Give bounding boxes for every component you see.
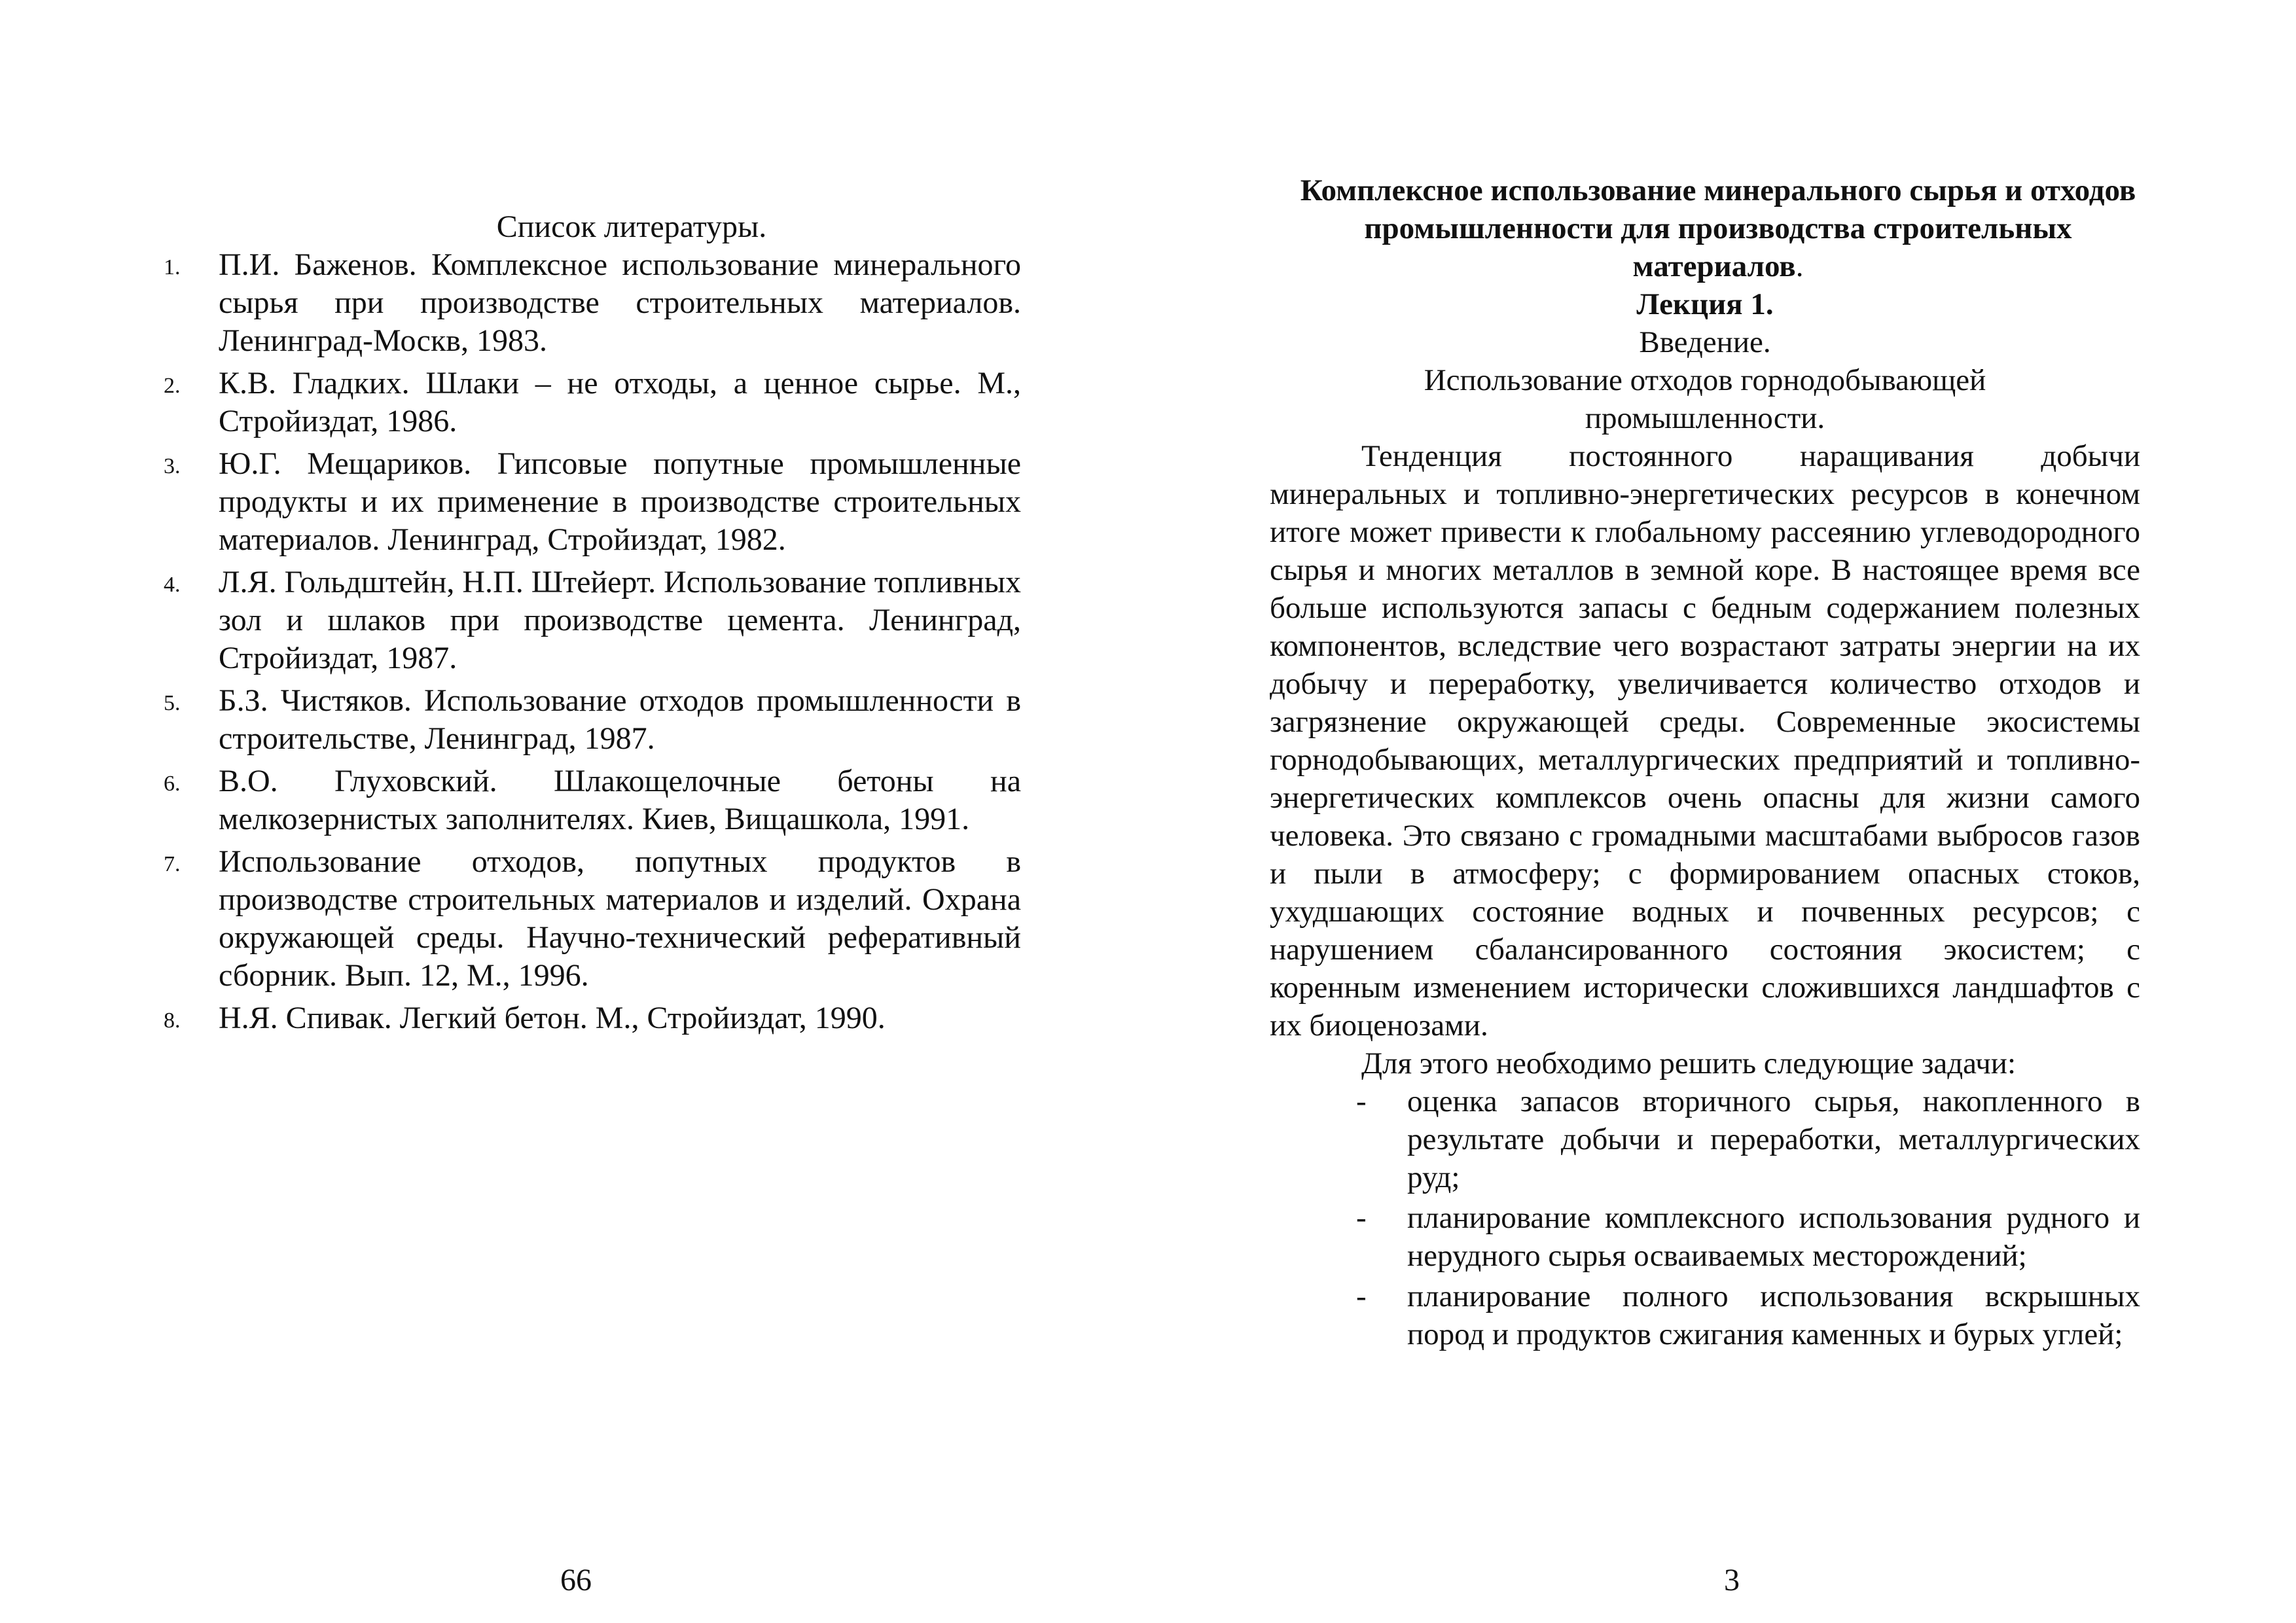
bibliography-item-number: 7. [164, 852, 181, 876]
bibliography-item-number: 1. [164, 255, 181, 279]
list-dash-marker: - [1356, 1201, 1367, 1235]
bibliography-item [164, 365, 1021, 440]
bibliography-list [164, 246, 1021, 1042]
lecture-course-heading [1296, 171, 2140, 285]
bibliography-title: Список литературы. [496, 209, 767, 244]
bibliography-item-number: 3. [164, 454, 181, 478]
task-list-item [1270, 1199, 2140, 1275]
task-list-item-text: планирование комплексного использования рудного и нерудного сырья осваиваемых месторождений; [1407, 1201, 2140, 1273]
body-paragraph: Тенденция постоянного наращивания добычи минеральных и топливно-энергетических ресурсов в конечном итоге может привести к глобальному рассеянию углеводородного сырья и многих металлов в земной коре. В настоящее время все больше используются запасы с бедным содержанием полезных компонентов, вследствие чего возрастают затраты энергии на их добычу и переработку, увеличивается количество отходов и загрязнение окружающей среды. Современные экосистемы горнодобывающих, металлургических предприятий и топливно-энергетических комплексов очень опасны для жизни самого человека. Это связано с громадными масштабами выбросов газов и пыли в атмосферу; с формированием опасных стоков, ухудшающих состояние водных и почвенных ресурсов; с нарушением сбалансированного состояния экосистем; с коренным изменением исторически сложившихся ландшафтов с их биоценозами. [1270, 439, 2140, 1043]
bibliography-item-number: 8. [164, 1008, 181, 1033]
lecture-body [1270, 437, 2140, 1356]
lecture-course-heading-text: Комплексное использование минерального сырья и отходов промышленности для производства строительных материалов [1300, 173, 2136, 283]
body-paragraph: Для этого необходимо решить следующие задачи: [1361, 1046, 2017, 1080]
page-number-left: 66 [560, 1563, 592, 1597]
bibliography-item [164, 563, 1021, 677]
bibliography-item [164, 682, 1021, 758]
list-dash-marker: - [1356, 1084, 1367, 1118]
bibliography-item-text: Ю.Г. Мещариков. Гипсовые попутные промышленные продукты и их применение в производстве строительных материалов. Ленинград, Стройиздат, 1982. [219, 446, 1021, 557]
task-list-item-text: оценка запасов вторичного сырья, накопленного в результате добычи и переработки, металлургических руд; [1407, 1084, 2140, 1194]
lecture-intro-title: Введение. [1639, 325, 1771, 359]
bibliography-item-text: Использование отходов, попутных продуктов в производстве строительных материалов и изделий. Охрана окружающей среды. Научно-технический реферативный сборник. Вып. 12, М., 1996. [219, 844, 1021, 993]
bibliography-item-text: Н.Я. Спивак. Легкий бетон. М., Стройиздат, 1990. [219, 1001, 886, 1035]
bibliography-item-text: Л.Я. Гольдштейн, Н.П. Штейерт. Использование топливных зол и шлаков при производстве цемента. Ленинград, Стройиздат, 1987. [219, 565, 1021, 675]
bibliography-item [164, 445, 1021, 559]
page-number-right: 3 [1724, 1563, 1740, 1597]
list-dash-marker: - [1356, 1279, 1367, 1313]
bibliography-item-number: 6. [164, 772, 181, 796]
bibliography-item [164, 762, 1021, 838]
bibliography-item [164, 246, 1021, 360]
right-page [1270, 0, 2140, 1623]
task-list-item-text: планирование полного использования вскрышных пород и продуктов сжигания каменных и бурых углей; [1407, 1279, 2140, 1351]
task-list-item [1270, 1082, 2140, 1196]
bibliography-item-text: В.О. Глуховский. Шлакощелочные бетоны на мелкозернистых заполнителях. Киев, Вищашкола, 1991. [219, 764, 1021, 836]
bibliography-item-text: П.И. Баженов. Комплексное использование минерального сырья при производстве строительных материалов. Ленинград-Москв, 1983. [219, 247, 1021, 358]
left-page [164, 0, 1021, 1623]
bibliography-item-number: 2. [164, 374, 181, 398]
bibliography-item-number: 5. [164, 691, 181, 715]
bibliography-item-text: Б.З. Чистяков. Использование отходов промышленности в строительстве, Ленинград, 1987. [219, 683, 1021, 756]
lecture-course-heading-period: . [1795, 249, 1804, 283]
bibliography-item [164, 999, 1021, 1037]
bibliography-item [164, 843, 1021, 995]
bibliography-item-number: 4. [164, 573, 181, 597]
lecture-topic-title: Использование отходов горнодобывающей промышленности. [1424, 363, 1986, 435]
lecture-number: Лекция 1. [1636, 287, 1774, 321]
task-list-item [1270, 1277, 2140, 1353]
bibliography-item-text: К.В. Гладких. Шлаки – не отходы, а ценное сырье. М., Стройиздат, 1986. [219, 366, 1021, 438]
task-list [1270, 1082, 2140, 1353]
